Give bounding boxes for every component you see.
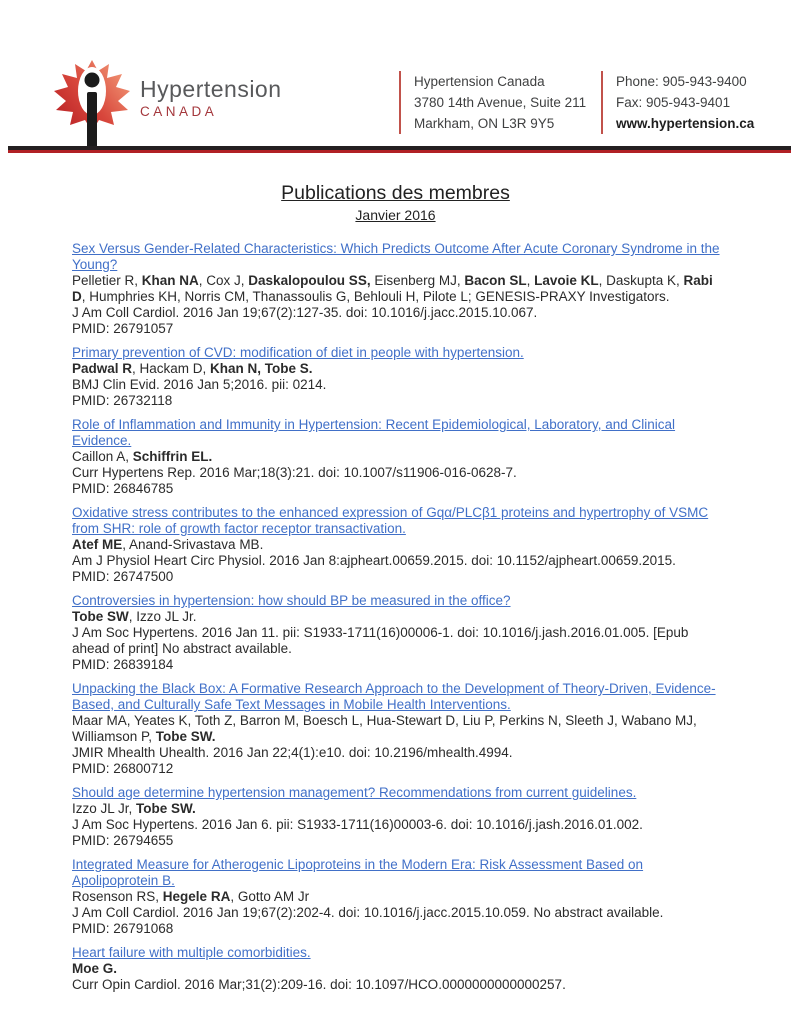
publication-title <box>72 417 722 449</box>
publication-entry <box>72 593 722 673</box>
publication-title <box>72 785 722 801</box>
publication-entry <box>72 505 722 585</box>
publication-title-link[interactable]: Primary prevention of CVD: modification of diet in people with hypertension. <box>72 345 524 360</box>
publication-title-link[interactable]: Heart failure with multiple comorbidities. <box>72 945 311 960</box>
publication-title <box>72 857 722 889</box>
author-names: Izzo JL Jr, <box>72 801 137 816</box>
author-names: , Izzo JL Jr. <box>128 609 197 624</box>
publication-authors <box>72 361 722 377</box>
publication-citation: J Am Coll Cardiol. 2016 Jan 19;67(2):127-35. doi: 10.1016/j.jacc.2015.10.067. <box>72 305 538 320</box>
publication-title <box>72 593 722 609</box>
author-name-member: Moe G. <box>72 961 118 976</box>
publication-pmid: PMID: 26791057 <box>72 321 174 336</box>
publication-pmid: PMID: 26846785 <box>72 481 174 496</box>
publication-citation: JMIR Mhealth Uhealth. 2016 Jan 22;4(1):e10. doi: 10.2196/mhealth.4994. <box>72 745 513 760</box>
publication-authors <box>72 273 722 305</box>
publication-authors <box>72 961 722 977</box>
author-name-member: Atef ME <box>72 537 123 552</box>
phone-number: Phone: 905-943-9400 <box>616 74 747 89</box>
author-names: , Daskupta K, <box>598 273 684 288</box>
publication-citation: BMJ Clin Evid. 2016 Jan 5;2016. pii: 0214. <box>72 377 327 392</box>
publication-pmid: PMID: 26747500 <box>72 569 174 584</box>
publication-citation: J Am Soc Hypertens. 2016 Jan 6. pii: S1933-1711(16)00003-6. doi: 10.1016/j.jash.2016.01.002. <box>72 817 643 832</box>
publication-title <box>72 505 722 537</box>
publications-list <box>72 241 722 1001</box>
publication-title-link[interactable]: Oxidative stress contributes to the enhanced expression of Gqα/PLCβ1 proteins and hypertrophy of VSMC from SHR: role of growth factor receptor transactivation. <box>72 505 709 536</box>
publication-pmid: PMID: 26791068 <box>72 921 174 936</box>
author-names: , Humphries KH, Norris CM, Thanassoulis G, Behlouli H, Pilote L; GENESIS-PRAXY Investigators. <box>81 289 670 304</box>
author-name-member: Khan N, Tobe S. <box>210 361 313 376</box>
author-name-member: Tobe SW <box>72 609 129 624</box>
fax-number: Fax: 905-943-9401 <box>616 95 731 110</box>
publication-title-link[interactable]: Controversies in hypertension: how should BP be measured in the office? <box>72 593 511 608</box>
publication-title <box>72 241 722 273</box>
publication-authors <box>72 449 722 465</box>
publication-entry <box>72 241 722 337</box>
author-names: Eisenberg MJ, <box>370 273 465 288</box>
divider-red-bar <box>8 150 791 153</box>
publication-authors <box>72 801 722 817</box>
publication-title <box>72 945 722 961</box>
publication-authors <box>72 889 722 905</box>
publication-entry <box>72 945 722 993</box>
publication-citation: Am J Physiol Heart Circ Physiol. 2016 Jan 8:ajpheart.00659.2015. doi: 10.1152/ajpheart.00659.2015. <box>72 553 676 568</box>
page-title: Publications des membres <box>281 182 510 204</box>
page-subtitle: Janvier 2016 <box>355 207 436 223</box>
website-link[interactable]: www.hypertension.ca <box>616 116 755 131</box>
publication-entry <box>72 345 722 409</box>
author-name-member: Daskalopoulou SS, <box>248 273 371 288</box>
author-name-member: Rabi D <box>72 273 713 304</box>
address-city: Markham, ON L3R 9Y5 <box>414 116 555 131</box>
address-block <box>399 71 586 134</box>
publication-entry <box>72 417 722 497</box>
publication-pmid: PMID: 26732118 <box>72 393 173 408</box>
logo-text <box>140 77 282 150</box>
publication-title <box>72 345 722 361</box>
publication-citation: J Am Coll Cardiol. 2016 Jan 19;67(2):202-4. doi: 10.1016/j.jacc.2015.10.059. No abstract available. <box>72 905 664 920</box>
contact-block <box>601 71 754 134</box>
publication-citation: Curr Hypertens Rep. 2016 Mar;18(3):21. doi: 10.1007/s11906-016-0628-7. <box>72 465 517 480</box>
maple-leaf-i-icon <box>54 60 130 150</box>
address-org-name: Hypertension Canada <box>414 74 545 89</box>
author-names: , Cox J, <box>198 273 249 288</box>
author-name-member: Tobe SW. <box>155 729 216 744</box>
author-name-member: Khan NA <box>141 273 199 288</box>
author-names: Rosenson RS, <box>72 889 163 904</box>
publication-title-link[interactable]: Role of Inflammation and Immunity in Hypertension: Recent Epidemiological, Laboratory, and Clinical Evidence. <box>72 417 676 448</box>
publication-entry <box>72 785 722 849</box>
author-names: , Anand-Srivastava MB. <box>122 537 264 552</box>
publication-pmid: PMID: 26800712 <box>72 761 174 776</box>
publication-entry <box>72 681 722 777</box>
publication-authors <box>72 537 722 553</box>
hypertension-canada-logo <box>54 60 282 150</box>
publication-citation: J Am Soc Hypertens. 2016 Jan 11. pii: S1933-1711(16)00006-1. doi: 10.1016/j.jash.2016.01.005. [Epub ahead of print] No abstract available. <box>72 625 689 656</box>
publication-title-link[interactable]: Unpacking the Black Box: A Formative Research Approach to the Development of Theory-Driven, Evidence-Based, and Culturally Safe Text Messages in Mobile Health Interventions. <box>72 681 716 712</box>
publication-entry <box>72 857 722 937</box>
publication-citation: Curr Opin Cardiol. 2016 Mar;31(2):209-16. doi: 10.1097/HCO.0000000000000257. <box>72 977 566 992</box>
publication-authors <box>72 609 722 625</box>
author-name-member: Lavoie KL <box>534 273 599 288</box>
author-name-member: Schiffrin EL. <box>132 449 213 464</box>
author-name-member: Tobe SW. <box>136 801 196 816</box>
author-names: , Hackam D, <box>132 361 211 376</box>
publication-title <box>72 681 722 713</box>
publication-title-link[interactable]: Sex Versus Gender-Related Characteristics: Which Predicts Outcome After Acute Coronary Syndrome in the Young? <box>72 241 720 272</box>
author-name-member: Padwal R <box>72 361 133 376</box>
author-names: Pelletier R, <box>72 273 142 288</box>
publication-pmid: PMID: 26839184 <box>72 657 174 672</box>
header-divider <box>8 146 791 153</box>
author-names: Caillon A, <box>72 449 133 464</box>
author-name-member: Bacon SL <box>464 273 527 288</box>
publication-pmid: PMID: 26794655 <box>72 833 174 848</box>
publication-authors <box>72 713 722 745</box>
author-name-member: Hegele RA <box>162 889 231 904</box>
address-street: 3780 14th Avenue, Suite 211 <box>414 95 587 110</box>
author-names: , <box>526 273 535 288</box>
publication-title-link[interactable]: Should age determine hypertension management? Recommendations from current guidelines. <box>72 785 637 800</box>
publication-title-link[interactable]: Integrated Measure for Atherogenic Lipoproteins in the Modern Era: Risk Assessment Based on Apolipoprotein B. <box>72 857 644 888</box>
author-names: , Gotto AM Jr <box>230 889 310 904</box>
author-names: Maar MA, Yeates K, Toth Z, Barron M, Boesch L, Hua-Stewart D, Liu P, Perkins N, Sleeth J, Wabano MJ, Williamson P, <box>72 713 697 744</box>
logo-sub-wordmark: CANADA <box>140 104 218 119</box>
logo-wordmark: Hypertension <box>140 76 282 102</box>
